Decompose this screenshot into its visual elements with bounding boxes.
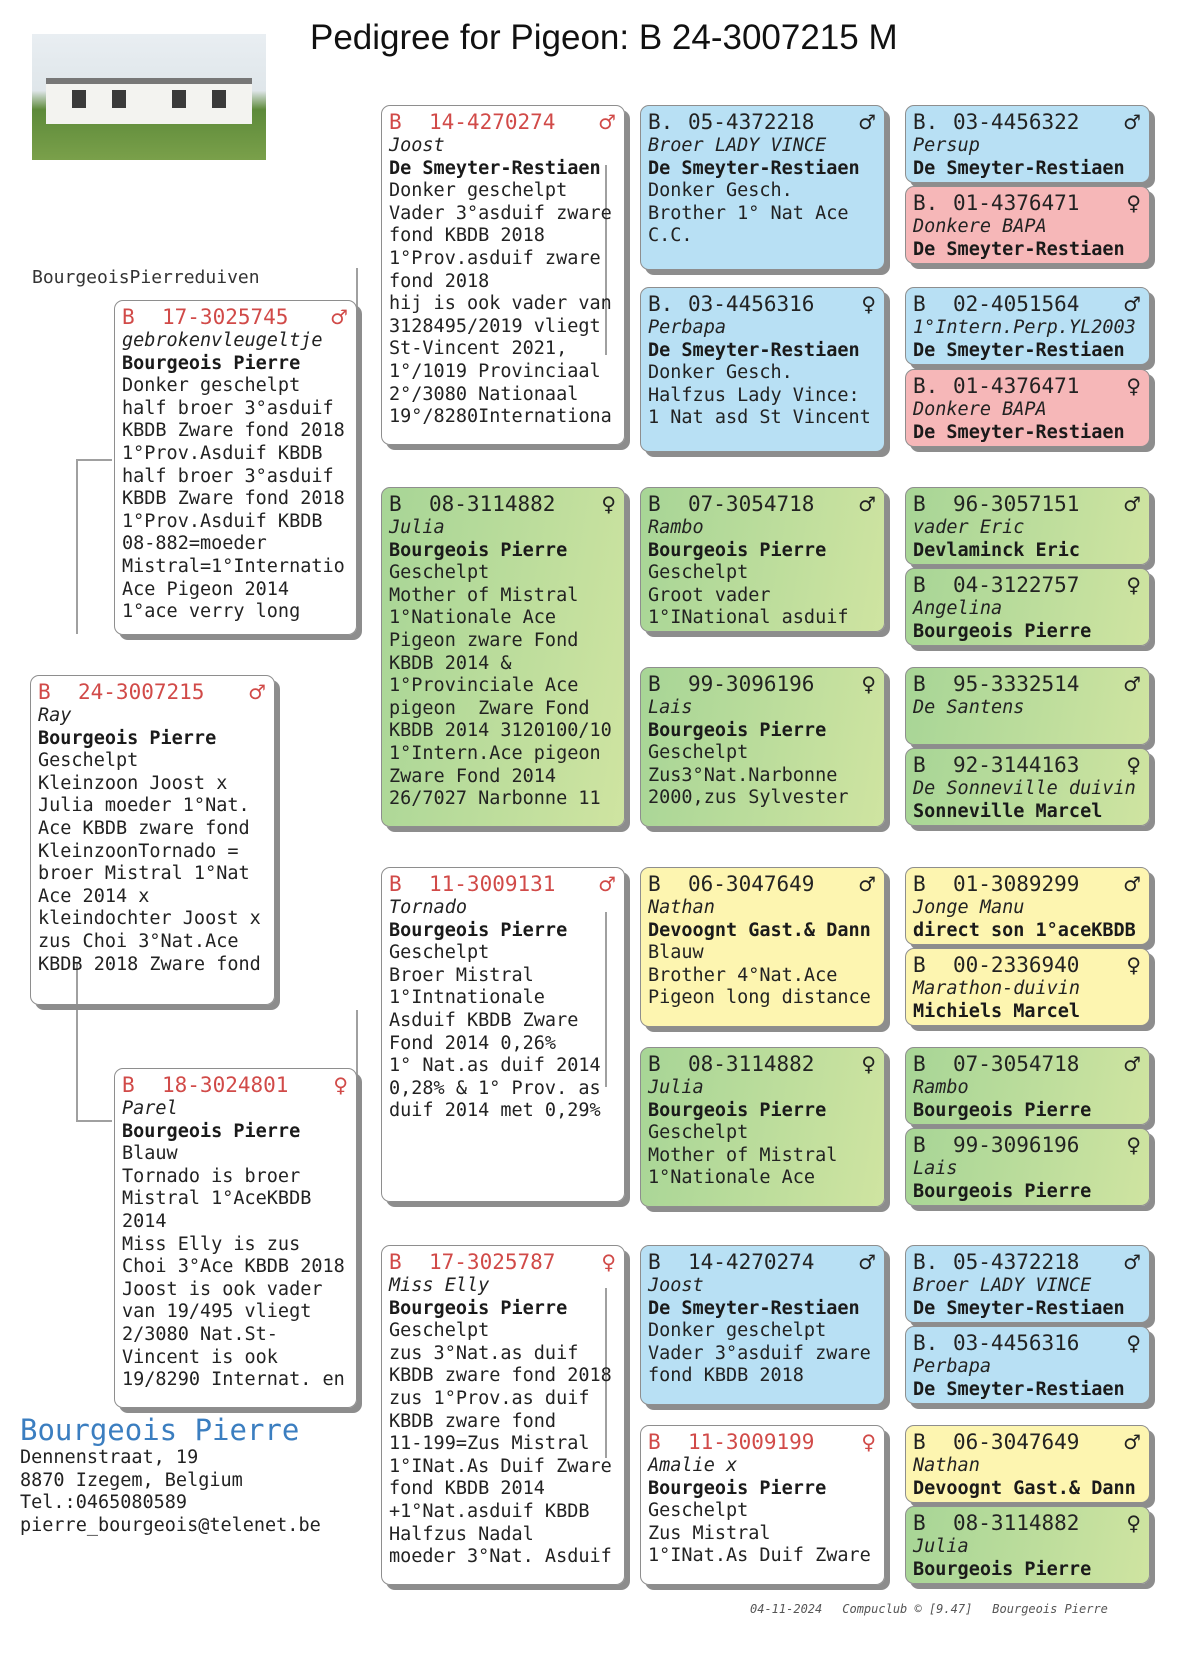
female-symbol-icon: ♀ — [861, 1052, 876, 1076]
pigeon-owner: Bourgeois Pierre — [38, 727, 217, 749]
pigeon-owner: De Smeyter-Restiaen — [913, 1378, 1125, 1400]
pigeon-note: Geschelpt Zus Mistral 1°INat.As Duif Zware — [648, 1500, 871, 1567]
pigeon-name: Lais — [648, 697, 693, 718]
ring-number: 14-4270274 — [429, 110, 556, 134]
pigeon-name: Ray — [38, 705, 72, 726]
ring-number: 05-4372218 — [688, 110, 815, 134]
pigeon-name: Perbapa — [648, 317, 726, 338]
pigeon-name: Broer LADY VINCE — [913, 1275, 1092, 1296]
pigeon-header — [913, 492, 1141, 517]
pigeon-name: Marathon-duivin — [913, 978, 1081, 999]
pigeon-header — [648, 1430, 876, 1455]
male-symbol-icon: ♂ — [248, 680, 266, 704]
footer-date: 04-11-2024 — [750, 1602, 823, 1616]
male-symbol-icon: ♂ — [330, 305, 348, 329]
pigeon-card-dds[interactable] — [640, 1245, 885, 1405]
pigeon-owner: Bourgeois Pierre — [389, 919, 568, 941]
ring-number: 01-3089299 — [953, 872, 1080, 896]
pigeon-owner: Bourgeois Pierre — [122, 352, 301, 374]
footer-software: Compuclub © [9.47] — [842, 1602, 973, 1616]
ring-number: 92-3144163 — [953, 753, 1080, 777]
country-code: B. — [913, 191, 939, 215]
pigeon-name: Amalie x — [648, 1455, 738, 1476]
pigeon-card-g16[interactable] — [905, 1506, 1150, 1584]
pigeon-header — [389, 1250, 616, 1275]
pigeon-header — [913, 1250, 1141, 1275]
loft-window — [172, 90, 186, 108]
pigeon-owner: Bourgeois Pierre — [389, 539, 568, 561]
pigeon-owner: Devlaminck Eric — [913, 539, 1081, 561]
loft-window — [112, 90, 126, 108]
country-code: B — [389, 110, 402, 134]
pigeon-header — [913, 672, 1141, 697]
breeder-city: 8870 Izegem, Belgium — [20, 1469, 243, 1491]
ring-number: 07-3054718 — [953, 1052, 1080, 1076]
pigeon-card-g7[interactable] — [905, 667, 1150, 745]
pigeon-header — [913, 374, 1141, 399]
pigeon-card-subject[interactable] — [30, 675, 275, 1005]
pigeon-note: Geschelpt Zus3°Nat.Narbonne 2000,zus Sylvester — [648, 742, 849, 809]
pigeon-owner: Bourgeois Pierre — [648, 539, 827, 561]
ring-number: 03-4456316 — [953, 1331, 1080, 1355]
country-code: B — [913, 872, 926, 896]
pigeon-name: De Sonneville duivin — [913, 778, 1136, 799]
pigeon-name: Jonge Manu — [913, 897, 1025, 918]
pigeon-header — [389, 110, 616, 135]
ring-number: 08-3114882 — [688, 1052, 815, 1076]
pigeon-name: Broer LADY VINCE — [648, 135, 827, 156]
pigeon-card-dd[interactable] — [381, 1245, 625, 1585]
pigeon-header — [913, 1331, 1141, 1356]
pigeon-note: Geschelpt zus 3°Nat.as duif KBDB zware fond 2018 zus 1°Prov.as duif KBDB zware fond 11-199=Zus Mistral 1°INat.As Duif Zware fond KBDB 2014 +1°Nat.asduif KBDB Halfzus Nadal moeder 3°Nat. Asduif — [389, 1320, 612, 1568]
pigeon-owner: De Smeyter-Restiaen — [389, 157, 601, 179]
male-symbol-icon: ♂ — [858, 872, 876, 896]
country-code: B — [648, 1250, 661, 1274]
ring-number: 18-3024801 — [162, 1073, 289, 1097]
pigeon-note: Donker geschelpt half broer 3°asduif KBDB Zware fond 2018 1°Prov.Asduif KBDB half broer 3°asduif KBDB Zware fond 2018 1°Prov.Asduif KBDB 08-882=moeder Mistral=1°Internatio Ace Pigeon 2014 1°ace verry long — [122, 375, 345, 623]
pigeon-owner: Bourgeois Pierre — [913, 1558, 1092, 1580]
female-symbol-icon: ♀ — [1126, 573, 1141, 597]
pigeon-card-ds[interactable] — [381, 867, 625, 1202]
pigeon-owner: direct son 1°aceKBDB — [913, 919, 1136, 941]
connector-line — [76, 459, 78, 634]
pigeon-owner: Bourgeois Pierre — [648, 719, 827, 741]
pigeon-owner: Bourgeois Pierre — [648, 1099, 827, 1121]
pigeon-card-g6[interactable] — [905, 568, 1150, 646]
female-symbol-icon: ♀ — [861, 292, 876, 316]
pigeon-header — [648, 292, 876, 317]
country-code: B. — [648, 292, 674, 316]
breeder-phone: Tel.:0465080589 — [20, 1492, 188, 1514]
ring-number: 95-3332514 — [953, 672, 1080, 696]
pigeon-owner: De Smeyter-Restiaen — [913, 238, 1125, 260]
pigeon-name: Joost — [648, 1275, 704, 1296]
pigeon-note: Donker geschelpt Vader 3°asduif zware fond KBDB 2018 1°Prov.asduif zware fond 2018 hij is ook vader van 3128495/2019 vliegt St-Vincent 2021, 1°/1019 Provinciaal 2°/3080 Nationaal 19°/8280Internationa — [389, 180, 612, 428]
male-symbol-icon: ♂ — [1123, 1430, 1141, 1454]
pigeon-name: Joost — [389, 135, 445, 156]
pigeon-note: Donker Gesch. Brother 1° Nat Ace C.C. — [648, 180, 849, 247]
pigeon-owner: Bourgeois Pierre — [389, 1297, 568, 1319]
pigeon-card-g15[interactable] — [905, 1425, 1150, 1503]
country-code: B — [648, 672, 661, 696]
ring-number: 03-4456322 — [953, 110, 1080, 134]
female-symbol-icon: ♀ — [333, 1073, 348, 1097]
pigeon-name: De Santens — [913, 697, 1025, 718]
pigeon-owner: Devoognt Gast.& Dann — [913, 1477, 1136, 1499]
pigeon-note: Geschelpt Groot vader 1°INational asduif — [648, 562, 849, 629]
female-symbol-icon: ♀ — [601, 1250, 616, 1274]
male-symbol-icon: ♂ — [598, 872, 616, 896]
female-symbol-icon: ♀ — [1126, 1511, 1141, 1535]
ring-number: 06-3047649 — [688, 872, 815, 896]
male-symbol-icon: ♂ — [858, 492, 876, 516]
country-code: B. — [648, 110, 674, 134]
female-symbol-icon: ♀ — [1126, 374, 1141, 398]
pigeon-name: Julia — [389, 517, 445, 538]
ring-number: 08-3114882 — [953, 1511, 1080, 1535]
pigeon-header — [913, 292, 1141, 317]
female-symbol-icon: ♀ — [1126, 191, 1141, 215]
pigeon-note: Geschelpt Mother of Mistral 1°Nationale Ace — [648, 1122, 838, 1189]
male-symbol-icon: ♂ — [1123, 1250, 1141, 1274]
ring-number: 17-3025787 — [429, 1250, 556, 1274]
pigeon-name: Nathan — [913, 1455, 980, 1476]
pigeon-name: 1°Intern.Perp.YL2003 — [913, 317, 1136, 338]
pigeon-card-g5[interactable] — [905, 487, 1150, 565]
pigeon-name: Miss Elly — [389, 1275, 490, 1296]
country-code: B. — [913, 1331, 939, 1355]
pigeon-card-g11[interactable] — [905, 1047, 1150, 1125]
pigeon-name: Rambo — [913, 1077, 969, 1098]
ring-number: 96-3057151 — [953, 492, 1080, 516]
pigeon-header — [913, 953, 1141, 978]
female-symbol-icon: ♀ — [1126, 953, 1141, 977]
pigeon-header — [648, 672, 876, 697]
pigeon-name: Tornado — [389, 897, 467, 918]
ring-number: 03-4456316 — [688, 292, 815, 316]
male-symbol-icon: ♂ — [1123, 110, 1141, 134]
pigeon-card-g13[interactable] — [905, 1245, 1150, 1323]
pigeon-name: Perbapa — [913, 1356, 991, 1377]
pigeon-card-g4[interactable] — [905, 369, 1150, 447]
ring-number: 17-3025745 — [162, 305, 289, 329]
country-code: B — [913, 753, 926, 777]
pigeon-name: Parel — [122, 1098, 178, 1119]
female-symbol-icon: ♀ — [601, 492, 616, 516]
connector-line — [76, 1120, 112, 1122]
female-symbol-icon: ♀ — [1126, 1133, 1141, 1157]
pigeon-card-ss[interactable] — [381, 105, 625, 445]
female-symbol-icon: ♀ — [1126, 753, 1141, 777]
pigeon-card-g1[interactable] — [905, 105, 1150, 183]
pigeon-name: Persup — [913, 135, 980, 156]
ring-number: 05-4372218 — [953, 1250, 1080, 1274]
male-symbol-icon: ♂ — [1123, 1052, 1141, 1076]
breeder-email[interactable]: pierre_bourgeois@telenet.be — [20, 1514, 321, 1536]
pigeon-card-ssd[interactable] — [640, 287, 885, 452]
pigeon-name: Lais — [913, 1158, 958, 1179]
male-symbol-icon: ♂ — [598, 110, 616, 134]
pigeon-owner: De Smeyter-Restiaen — [913, 157, 1125, 179]
loft-window — [212, 90, 226, 108]
pigeon-owner: Bourgeois Pierre — [648, 1477, 827, 1499]
ring-number: 07-3054718 — [688, 492, 815, 516]
connector-line — [76, 459, 112, 461]
pigeon-owner: De Smeyter-Restiaen — [913, 339, 1125, 361]
pigeon-owner: De Smeyter-Restiaen — [913, 1297, 1125, 1319]
pigeon-header — [913, 191, 1141, 216]
country-code: B — [913, 1133, 926, 1157]
pigeon-name: Julia — [648, 1077, 704, 1098]
pigeon-header — [913, 110, 1141, 135]
country-code: B. — [913, 110, 939, 134]
ring-number: 01-4376471 — [953, 374, 1080, 398]
country-code: B — [648, 872, 661, 896]
male-symbol-icon: ♂ — [1123, 672, 1141, 696]
country-code: B — [122, 305, 135, 329]
pigeon-header — [913, 1511, 1141, 1536]
country-code: B — [648, 1052, 661, 1076]
country-code: B — [913, 1052, 926, 1076]
pigeon-owner: Sonneville Marcel — [913, 800, 1103, 822]
pigeon-card-g12[interactable] — [905, 1128, 1150, 1206]
ring-number: 11-3009199 — [688, 1430, 815, 1454]
country-code: B — [913, 1511, 926, 1535]
pigeon-note: Donker Gesch. Halfzus Lady Vince: 1 Nat asd St Vincent — [648, 362, 871, 429]
pigeon-owner: Bourgeois Pierre — [913, 1099, 1092, 1121]
pigeon-card-dsd[interactable] — [640, 1047, 885, 1207]
country-code: B — [122, 1073, 135, 1097]
female-symbol-icon: ♀ — [861, 672, 876, 696]
pigeon-name: Donkere BAPA — [913, 216, 1047, 237]
pigeon-header — [913, 1052, 1141, 1077]
loft-name: BourgeoisPierreduiven — [32, 267, 260, 288]
country-code: B — [913, 672, 926, 696]
pigeon-card-sss[interactable] — [640, 105, 885, 270]
breeder-name: Bourgeois Pierre — [20, 1413, 300, 1447]
country-code: B — [913, 1430, 926, 1454]
ring-number: 11-3009131 — [429, 872, 556, 896]
ring-number: 01-4376471 — [953, 191, 1080, 215]
pigeon-note: Geschelpt Broer Mistral 1°Intnationale Asduif KBDB Zware Fond 2014 0,26% 1° Nat.as duif 2014 0,28% & 1° Prov. as duif 2014 met 0,29% — [389, 942, 601, 1122]
pigeon-card-sire[interactable] — [114, 300, 357, 635]
pigeon-header — [913, 1133, 1141, 1158]
pigeon-card-ddd[interactable] — [640, 1425, 885, 1585]
country-code: B — [389, 492, 402, 516]
pigeon-owner: De Smeyter-Restiaen — [648, 339, 860, 361]
ring-number: 04-3122757 — [953, 573, 1080, 597]
pigeon-card-sd[interactable] — [381, 487, 625, 827]
footer — [750, 1602, 1128, 1616]
pigeon-header — [648, 1250, 876, 1275]
ring-number: 06-3047649 — [953, 1430, 1080, 1454]
ring-number: 02-4051564 — [953, 292, 1080, 316]
pigeon-header — [913, 1430, 1141, 1455]
male-symbol-icon: ♂ — [858, 1250, 876, 1274]
pigeon-note: Blauw Tornado is broer Mistral 1°AceKBDB 2014 Miss Elly is zus Choi 3°Ace KBDB 2018 Joost is ook vader van 19/495 vliegt 2/3080 Nat.St- Vincent is ook 19/8290 Internat. en — [122, 1143, 345, 1391]
pigeon-header — [38, 680, 266, 705]
country-code: B — [913, 292, 926, 316]
ring-number: 00-2336940 — [953, 953, 1080, 977]
pigeon-header — [648, 492, 876, 517]
pigeon-owner: Bourgeois Pierre — [913, 1180, 1092, 1202]
country-code: B — [648, 1430, 661, 1454]
pigeon-owner: Bourgeois Pierre — [913, 620, 1092, 642]
male-symbol-icon: ♂ — [1123, 492, 1141, 516]
male-symbol-icon: ♂ — [1123, 872, 1141, 896]
female-symbol-icon: ♀ — [1126, 1331, 1141, 1355]
pigeon-card-dss[interactable] — [640, 867, 885, 1027]
country-code: B — [913, 492, 926, 516]
country-code: B. — [913, 1250, 939, 1274]
ring-number: 99-3096196 — [953, 1133, 1080, 1157]
pigeon-note: Geschelpt Kleinzoon Joost x Julia moeder 1°Nat. Ace KBDB zware fond KleinzoonTornado = broer Mistral 1°Nat Ace 2014 x kleindochter Joost x zus Choi 3°Nat.Ace KBDB 2018 Zware fond — [38, 750, 261, 975]
footer-owner: Bourgeois Pierre — [992, 1602, 1108, 1616]
pigeon-header — [913, 573, 1141, 598]
pigeon-name: gebrokenvleugeltje — [122, 330, 323, 351]
pigeon-card-g14[interactable] — [905, 1326, 1150, 1404]
female-symbol-icon: ♀ — [861, 1430, 876, 1454]
male-symbol-icon: ♂ — [1123, 292, 1141, 316]
loft-window — [72, 90, 86, 108]
pigeon-header — [389, 872, 616, 897]
pigeon-name: Julia — [913, 1536, 969, 1557]
male-symbol-icon: ♂ — [858, 110, 876, 134]
pigeon-owner: De Smeyter-Restiaen — [913, 421, 1125, 443]
country-code: B — [38, 680, 51, 704]
page-title: Pedigree for Pigeon: B 24-3007215 M — [310, 18, 898, 57]
country-code: B — [648, 492, 661, 516]
pigeon-card-sds[interactable] — [640, 487, 885, 632]
pigeon-card-sdd[interactable] — [640, 667, 885, 827]
ring-number: 08-3114882 — [429, 492, 556, 516]
pigeon-card-g9[interactable] — [905, 867, 1150, 945]
pigeon-owner: De Smeyter-Restiaen — [648, 1297, 860, 1319]
country-code: B — [389, 872, 402, 896]
country-code: B — [389, 1250, 402, 1274]
pigeon-name: Rambo — [648, 517, 704, 538]
pigeon-card-g8[interactable] — [905, 748, 1150, 826]
pigeon-card-g10[interactable] — [905, 948, 1150, 1026]
pigeon-owner: Michiels Marcel — [913, 1000, 1081, 1022]
pigeon-note: Donker geschelpt Vader 3°asduif zware fond KBDB 2018 — [648, 1320, 871, 1387]
breeder-street: Dennenstraat, 19 — [20, 1447, 199, 1468]
pigeon-header — [389, 492, 616, 517]
country-code: B. — [913, 374, 939, 398]
pigeon-owner: Devoognt Gast.& Dann — [648, 919, 871, 941]
pigeon-name: Angelina — [913, 598, 1003, 619]
pigeon-name: vader Eric — [913, 517, 1025, 538]
loft-photo — [32, 34, 266, 160]
pigeon-card-g2[interactable] — [905, 186, 1150, 264]
pigeon-header — [913, 872, 1141, 897]
country-code: B — [913, 953, 926, 977]
pigeon-header — [913, 753, 1141, 778]
pigeon-name: Nathan — [648, 897, 715, 918]
pigeon-card-g3[interactable] — [905, 287, 1150, 365]
pigeon-header — [648, 1052, 876, 1077]
pigeon-header — [648, 872, 876, 897]
pigeon-card-dam[interactable] — [114, 1068, 357, 1408]
pigeon-owner: De Smeyter-Restiaen — [648, 157, 860, 179]
ring-number: 14-4270274 — [688, 1250, 815, 1274]
pigeon-owner: Bourgeois Pierre — [122, 1120, 301, 1142]
pigeon-note: Blauw Brother 4°Nat.Ace Pigeon long distance — [648, 942, 871, 1009]
pigeon-note: Geschelpt Mother of Mistral 1°Nationale Ace Pigeon zware Fond KBDB 2014 & 1°Provinciale Ace pigeon Zware Fond KBDB 2014 3120100/10 1°Intern.Ace pigeon Zware Fond 2014 26/7027 Narbonne 11 — [389, 562, 612, 810]
ring-number: 99-3096196 — [688, 672, 815, 696]
pigeon-header — [122, 305, 348, 330]
country-code: B — [913, 573, 926, 597]
pigeon-name: Donkere BAPA — [913, 399, 1047, 420]
breeder-address — [20, 1413, 321, 1537]
pigeon-header — [648, 110, 876, 135]
ring-number: 24-3007215 — [78, 680, 205, 704]
pigeon-header — [122, 1073, 348, 1098]
